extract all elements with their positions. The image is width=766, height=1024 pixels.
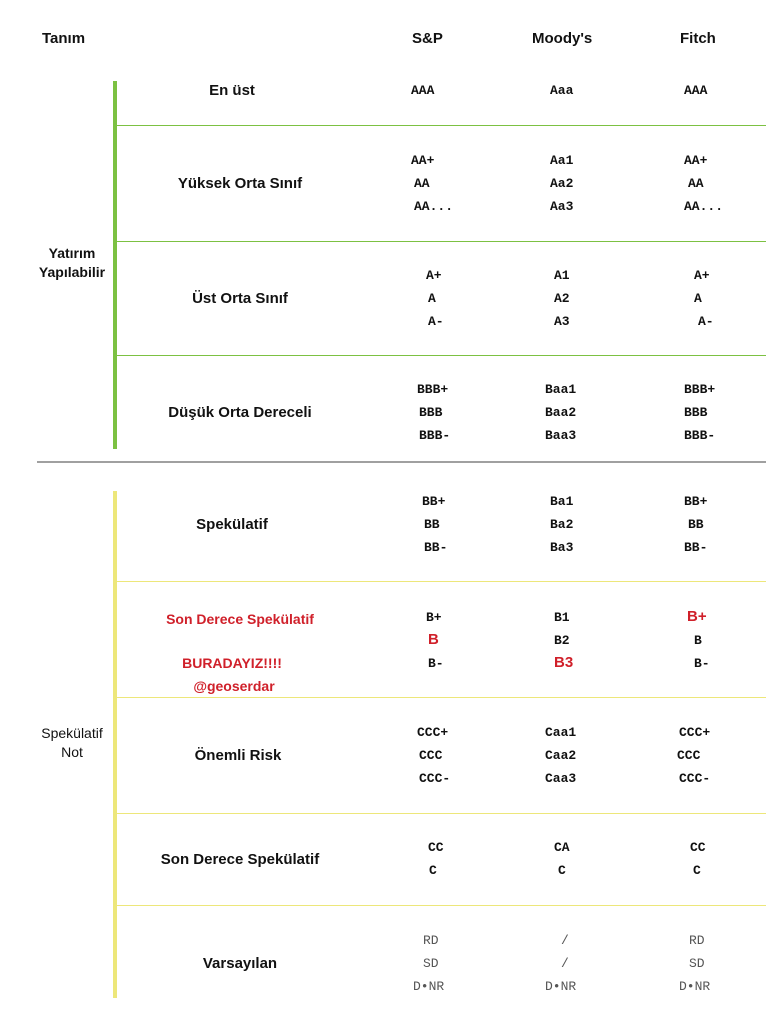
category-onemli-risk: Önemli Risk	[194, 747, 282, 764]
fitch-rating: AA+	[684, 153, 708, 168]
fitch-rating: D•NR	[679, 979, 711, 994]
moodys-rating: Baa2	[545, 405, 577, 420]
fitch-rating: AAA	[684, 83, 708, 98]
row-divider	[117, 905, 766, 906]
fitch-rating: RD	[689, 933, 705, 948]
fitch-rating: A+	[694, 268, 710, 283]
sp-rating: BBB	[419, 405, 443, 420]
category-en-ust: En üst	[209, 82, 255, 99]
investment-group-label: Yatırım Yapılabilir	[38, 245, 106, 280]
category-son-derece-spekulatif-cc: Son Derece Spekülatif	[160, 851, 320, 868]
sp-rating: BB-	[424, 540, 448, 555]
fitch-rating: BBB-	[684, 428, 716, 443]
moodys-rating: /	[561, 956, 569, 971]
sp-rating: A	[428, 291, 436, 306]
sp-rating: RD	[423, 933, 439, 948]
row-divider	[117, 241, 766, 242]
moodys-rating-highlighted: B3	[554, 654, 574, 671]
fitch-rating: BB-	[684, 540, 708, 555]
sp-rating: CC	[428, 840, 444, 855]
moodys-rating: Aa1	[550, 153, 574, 168]
sp-rating-highlighted: B	[428, 631, 439, 648]
group-divider	[37, 461, 766, 463]
sp-rating: AA+	[411, 153, 435, 168]
fitch-rating-highlighted: B+	[687, 608, 707, 625]
row-divider	[117, 355, 766, 356]
moodys-rating: A3	[554, 314, 570, 329]
sp-rating: CCC+	[417, 725, 449, 740]
header-tanim: Tanım	[42, 30, 86, 47]
header-fitch: Fitch	[680, 30, 716, 47]
sp-rating: BB	[424, 517, 440, 532]
sp-rating: D•NR	[413, 979, 445, 994]
row-divider	[117, 813, 766, 814]
fitch-rating: BB+	[684, 494, 708, 509]
sp-rating: B+	[426, 610, 442, 625]
sp-rating: C	[429, 863, 437, 878]
moodys-rating: D•NR	[545, 979, 577, 994]
row-divider	[117, 697, 766, 698]
fitch-rating: A	[694, 291, 702, 306]
moodys-rating: CA	[554, 840, 570, 855]
sp-rating: AAA	[411, 83, 435, 98]
sp-rating: A-	[428, 314, 444, 329]
moodys-rating: Caa1	[545, 725, 577, 740]
fitch-rating: B-	[694, 656, 710, 671]
sp-rating: CCC	[419, 748, 443, 763]
speculative-group-label: Spekülatif Not	[41, 725, 103, 760]
moodys-rating: B1	[554, 610, 570, 625]
moodys-rating: Caa2	[545, 748, 577, 763]
sp-rating: BBB+	[417, 382, 449, 397]
header-sp: S&P	[412, 30, 443, 47]
category-varsayilan: Varsayılan	[202, 955, 278, 972]
sp-rating: AA...	[414, 199, 454, 214]
sp-rating: BBB-	[419, 428, 451, 443]
moodys-rating: Baa1	[545, 382, 577, 397]
sp-rating: BB+	[422, 494, 446, 509]
fitch-rating: CCC+	[679, 725, 711, 740]
moodys-rating: Aa3	[550, 199, 574, 214]
fitch-rating: SD	[689, 956, 705, 971]
sp-rating: A+	[426, 268, 442, 283]
moodys-rating: Aaa	[550, 83, 574, 98]
row-divider	[117, 581, 766, 582]
moodys-rating: /	[561, 933, 569, 948]
category-spekulatif: Spekülatif	[196, 516, 268, 533]
moodys-rating: B2	[554, 633, 570, 648]
fitch-rating: AA	[688, 176, 704, 191]
fitch-rating: BBB	[684, 405, 708, 420]
moodys-rating: A2	[554, 291, 570, 306]
category-dusuk-orta: Düşük Orta Dereceli	[168, 404, 312, 421]
category-ust-orta: Üst Orta Sınıf	[192, 290, 288, 307]
moodys-rating: Ba2	[550, 517, 574, 532]
fitch-rating: CC	[690, 840, 706, 855]
moodys-rating: C	[558, 863, 566, 878]
sp-rating: B-	[428, 656, 444, 671]
fitch-rating: BBB+	[684, 382, 716, 397]
moodys-rating: A1	[554, 268, 570, 283]
fitch-rating: CCC	[677, 748, 701, 763]
sp-rating: AA	[414, 176, 430, 191]
sp-rating: SD	[423, 956, 439, 971]
fitch-rating: B	[694, 633, 702, 648]
fitch-rating: C	[693, 863, 701, 878]
sp-rating: CCC-	[419, 771, 451, 786]
note-buradayiz: BURADAYIZ!!!!	[182, 655, 282, 671]
header-moodys: Moody's	[532, 30, 593, 47]
moodys-rating: Baa3	[545, 428, 577, 443]
category-son-derece-spekulatif: Son Derece Spekülatif	[166, 611, 314, 627]
category-yuksek-orta: Yüksek Orta Sınıf	[177, 175, 303, 192]
moodys-rating: Caa3	[545, 771, 577, 786]
fitch-rating: A-	[698, 314, 714, 329]
row-divider	[117, 125, 766, 126]
note-author-handle: @geoserdar	[193, 678, 275, 694]
moodys-rating: Ba1	[550, 494, 574, 509]
moodys-rating: Ba3	[550, 540, 574, 555]
fitch-rating: BB	[688, 517, 704, 532]
fitch-rating: AA...	[684, 199, 724, 214]
fitch-rating: CCC-	[679, 771, 711, 786]
moodys-rating: Aa2	[550, 176, 574, 191]
